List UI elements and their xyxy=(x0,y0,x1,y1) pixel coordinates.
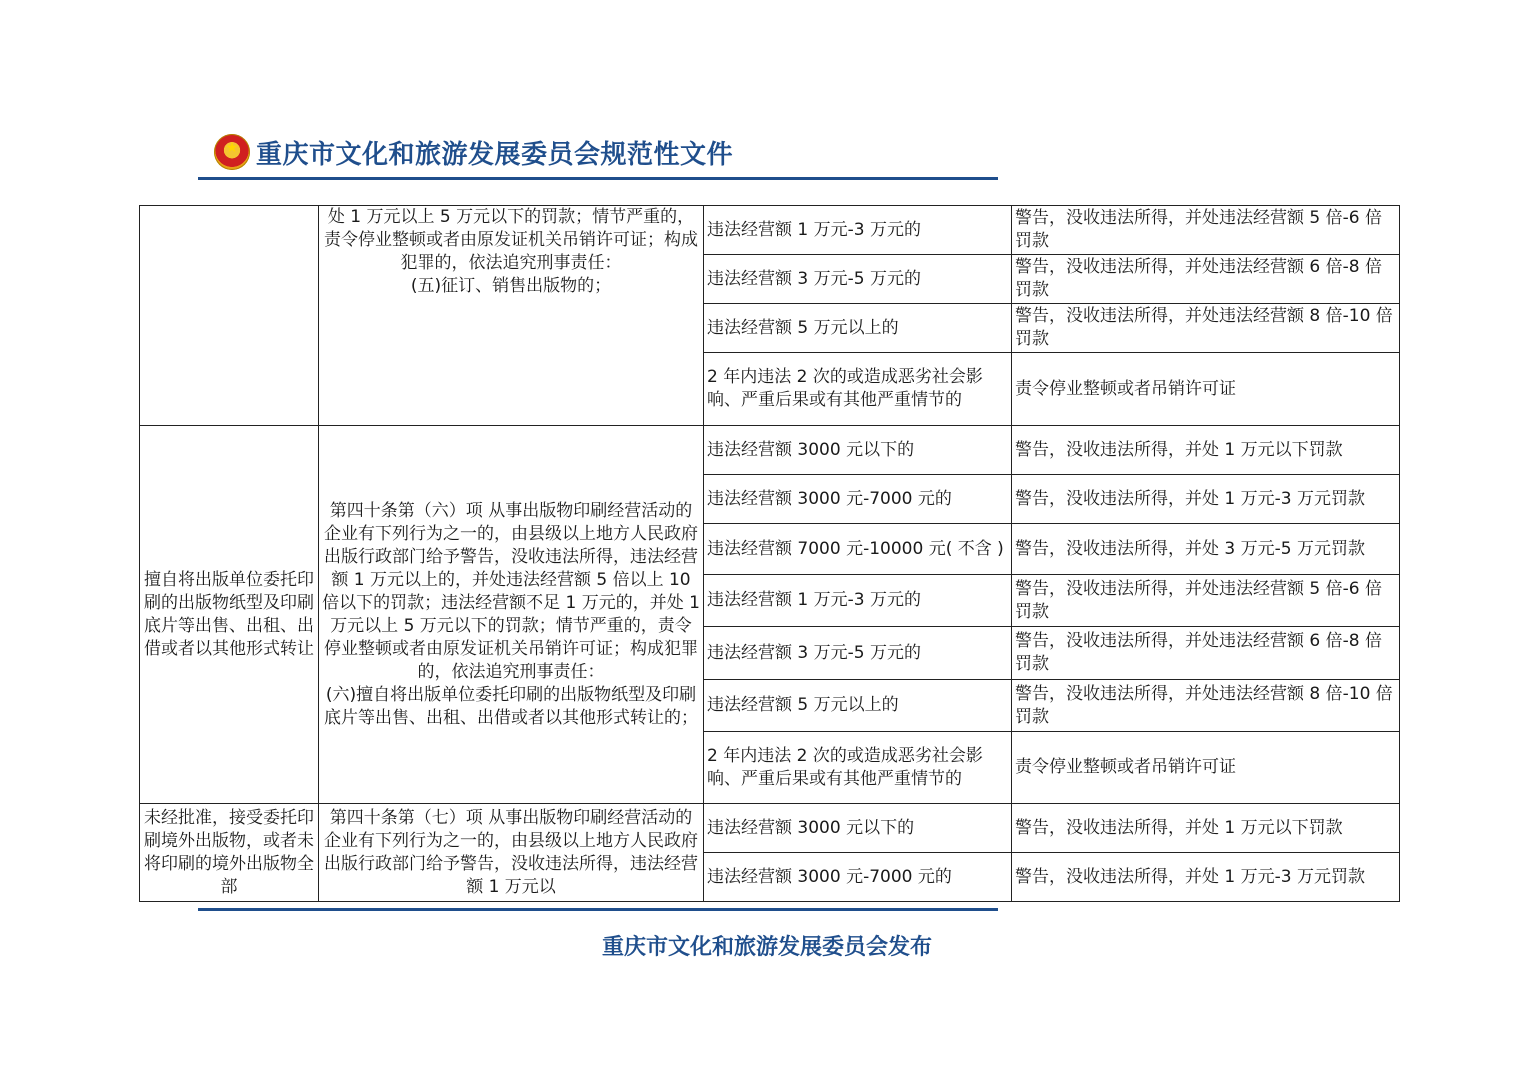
circumstance-cell: 违法经营额 3000 元-7000 元的 xyxy=(704,853,1012,902)
penalty-cell: 警告，没收违法所得，并处违法经营额 8 倍-10 倍罚款 xyxy=(1012,304,1400,353)
penalty-cell: 警告，没收违法所得，并处 1 万元以下罚款 xyxy=(1012,804,1400,853)
circumstance-cell: 违法经营额 5 万元以上的 xyxy=(704,304,1012,353)
penalty-cell: 警告，没收违法所得，并处违法经营额 8 倍-10 倍罚款 xyxy=(1012,680,1400,732)
legal-basis-cell: 处 1 万元以上 5 万元以下的罚款；情节严重的，责令停业整顿或者由原发证机关吊销许可证；构成犯罪的，依法追究刑事责任： (五)征订、销售出版物的； xyxy=(319,206,704,426)
behavior-cell: 擅自将出版单位委托印刷的出版物纸型及印刷底片等出售、出租、出借或者以其他形式转让 xyxy=(140,426,319,804)
penalty-cell: 警告，没收违法所得，并处 3 万元-5 万元罚款 xyxy=(1012,524,1400,575)
circumstance-cell: 违法经营额 3000 元-7000 元的 xyxy=(704,475,1012,524)
circumstance-cell: 违法经营额 5 万元以上的 xyxy=(704,680,1012,732)
header-rule xyxy=(198,177,998,180)
circumstance-cell: 违法经营额 1 万元-3 万元的 xyxy=(704,575,1012,627)
footer-rule xyxy=(198,908,998,911)
circumstance-cell: 2 年内违法 2 次的或造成恶劣社会影响、严重后果或有其他严重情节的 xyxy=(704,732,1012,804)
penalty-cell: 警告，没收违法所得，并处 1 万元以下罚款 xyxy=(1012,426,1400,475)
footer-title: 重庆市文化和旅游发展委员会发布 xyxy=(602,934,933,960)
penalty-cell: 警告，没收违法所得，并处违法经营额 5 倍-6 倍罚款 xyxy=(1012,206,1400,255)
penalty-cell: 警告，没收违法所得，并处 1 万元-3 万元罚款 xyxy=(1012,853,1400,902)
circumstance-cell: 违法经营额 1 万元-3 万元的 xyxy=(704,206,1012,255)
penalty-cell: 责令停业整顿或者吊销许可证 xyxy=(1012,353,1400,426)
penalty-cell: 警告，没收违法所得，并处 1 万元-3 万元罚款 xyxy=(1012,475,1400,524)
circumstance-cell: 违法经营额 3000 元以下的 xyxy=(704,426,1012,475)
circumstance-cell: 2 年内违法 2 次的或造成恶劣社会影响、严重后果或有其他严重情节的 xyxy=(704,353,1012,426)
table-row xyxy=(140,804,1400,853)
circumstance-cell: 违法经营额 3 万元-5 万元的 xyxy=(704,627,1012,680)
table-row xyxy=(140,426,1400,475)
legal-basis-cell: 第四十条第（七）项 从事出版物印刷经营活动的企业有下列行为之一的，由县级以上地方人民政府出版行政部门给予警告，没收违法所得，违法经营额 1 万元以 xyxy=(319,804,704,902)
penalty-cell: 警告，没收违法所得，并处违法经营额 5 倍-6 倍罚款 xyxy=(1012,575,1400,627)
penalty-cell: 警告，没收违法所得，并处违法经营额 6 倍-8 倍罚款 xyxy=(1012,255,1400,304)
behavior-cell xyxy=(140,206,319,426)
circumstance-cell: 违法经营额 3 万元-5 万元的 xyxy=(704,255,1012,304)
behavior-cell: 未经批准，接受委托印刷境外出版物，或者未将印刷的境外出版物全部 xyxy=(140,804,319,902)
document-header xyxy=(214,130,733,174)
penalty-cell: 警告，没收违法所得，并处违法经营额 6 倍-8 倍罚款 xyxy=(1012,627,1400,680)
national-emblem-icon xyxy=(214,134,250,170)
legal-basis-cell: 第四十条第（六）项 从事出版物印刷经营活动的企业有下列行为之一的，由县级以上地方人民政府出版行政部门给予警告，没收违法所得，违法经营额 1 万元以上的，并处违法经营额 5 倍以上 10 倍以下的罚款；违法经营额不足 1 万元的，并处 1 万元以上 5 万元以下的罚款；情节严重的，责令停业整顿或者由原发证机关吊销许可证；构成犯罪的，依法追究刑事责任： (六)擅自将出版单位委托印刷的出版物纸型及印刷底片等出售、出租、出借或者以其他形式转让的； xyxy=(319,426,704,804)
circumstance-cell: 违法经营额 3000 元以下的 xyxy=(704,804,1012,853)
circumstance-cell: 违法经营额 7000 元-10000 元( 不含 ) xyxy=(704,524,1012,575)
penalty-cell: 责令停业整顿或者吊销许可证 xyxy=(1012,732,1400,804)
table-row xyxy=(140,206,1400,255)
penalty-table xyxy=(139,205,1400,902)
header-title: 重庆市文化和旅游发展委员会规范性文件 xyxy=(256,139,734,170)
